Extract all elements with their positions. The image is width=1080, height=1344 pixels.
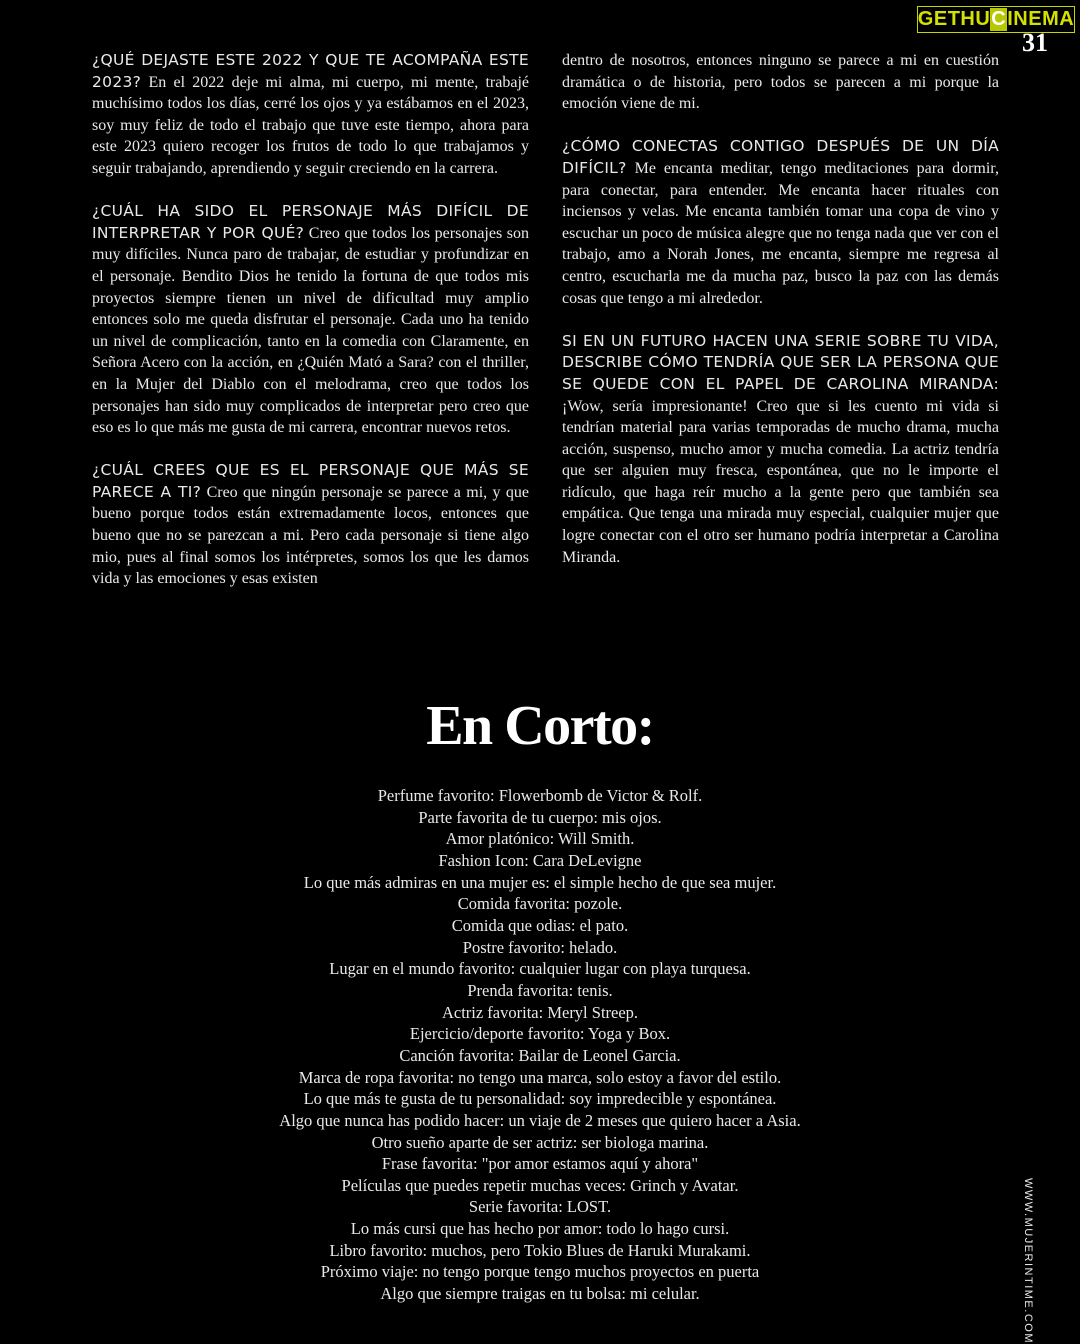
quick-fact: Libro favorito: muchos, pero Tokio Blues de Haruki Murakami. [329, 1240, 751, 1260]
interview-answer: dentro de nosotros, entonces ninguno se parece a mi en cuestión dramática o de historia, pero todos se parecen a mi porque la emoción viene de mi. [562, 52, 999, 113]
interview-answer: Creo que todos los personajes son muy difíciles. Nunca paro de trabajar, de estudiar y profundizar en el personaje. Bendito Dios he tenido la fortuna de que todos mis proyectos siempre tienen un nivel de dificultad muy amplio entonces solo me queda disfrutar el personaje. Cada uno ha tenido un nivel de complicación, tanto en la comedia con Claramente, en Señora Acero con la acción, en ¿Quién Mató a Sara? con el thriller, en la Mujer del Diablo con el melodrama, creo que todos los personajes han sido muy complicados de interpretar pero creo que eso es lo que más me gusta de mi carrera, encontrar nuevos retos. [92, 224, 529, 437]
watermark-part-1: GETHU [917, 8, 991, 30]
interview-question: SI EN UN FUTURO HACEN UNA SERIE SOBRE TU VIDA, DESCRIBE CÓMO TENDRÍA QUE SER LA PERSONA QUE SE QUEDE CON EL PAPEL DE CAROLINA MIRANDA: [562, 331, 999, 393]
section-heading: En Corto: [426, 695, 654, 757]
quick-facts-list [0, 785, 1080, 1305]
interview-question: ¿CUÁL HA SIDO EL PERSONAJE MÁS DIFÍCIL DE INTERPRETAR Y POR QUÉ? [92, 202, 529, 242]
quick-fact: Películas que puedes repetir muchas veces: Grinch y Avatar. [341, 1175, 739, 1195]
quick-fact: Algo que siempre traigas en tu bolsa: mi celular. [380, 1284, 700, 1304]
watermark-logo [917, 6, 1075, 33]
quick-fact: Lo que más te gusta de tu personalidad: soy impredecible y espontánea. [303, 1089, 777, 1109]
interview-paragraph [92, 50, 529, 180]
page-number: 31 [1022, 28, 1048, 57]
interview-answer: Me encanta meditar, tengo meditaciones para dormir, para conectar, para entender. Me encanta hacer rituales con inciensos y velas. Me encanta también tomar una copa de vino y escuchar un poco de música alegre que no tenga nada que ver con el trabajo, amo a Norah Jones, me encanta, siempre me regresa al centro, escucharla me da mucha paz, busco la paz con las demás cosas que tengo a mi alrededor. [562, 159, 999, 307]
website-url: WWW.MUJERINTIME.COM [1022, 1178, 1034, 1344]
quick-fact: Prenda favorita: tenis. [467, 980, 613, 1000]
quick-fact: Frase favorita: "por amor estamos aquí y ahora" [381, 1154, 699, 1174]
right-column [562, 50, 999, 590]
quick-fact: Ejercicio/deporte favorito: Yoga y Box. [409, 1024, 671, 1044]
interview-answer: En el 2022 deje mi alma, mi cuerpo, mi mente, trabajé muchísimo todos los días, cerré los ojos y ya estábamos en el 2023, soy muy feliz de todo el trabajo que tuve este tiempo, ahora para este 2023 quiero recoger los frutos de todo lo que trabajamos y seguir trabajando, aprendiendo y seguir creciendo en la carrera. [92, 73, 529, 177]
quick-fact: Lo que más admiras en una mujer es: el simple hecho de que sea mujer. [303, 872, 777, 892]
interview-answer: ¡Wow, sería impresionante! Creo que si les cuento mi vida si tendrían material para varias temporadas de mucho drama, mucha acción, suspenso, mucho amor y mucha comedia. La actriz tendría que ser alguien muy fresca, espontánea, que no le importe el ridículo, que haga reír mucho a la gente pero que también sea empática. Que tenga una mirada muy especial, cualquier mujer que logre conectar con el otro ser humano podría interpretar a Carolina Miranda. [562, 397, 999, 566]
left-column [92, 50, 529, 611]
quick-fact: Comida que odias: el pato. [451, 915, 629, 935]
quick-fact: Marca de ropa favorita: no tengo una marca, solo estoy a favor del estilo. [298, 1067, 782, 1087]
quick-fact: Serie favorita: LOST. [468, 1197, 612, 1217]
quick-fact: Perfume favorito: Flowerbomb de Victor & Rolf. [377, 786, 703, 805]
interview-question: ¿CUÁL CREES QUE ES EL PERSONAJE QUE MÁS SE PARECE A TI? [92, 461, 529, 501]
interview-paragraph [562, 331, 999, 569]
quick-fact: Algo que nunca has podido hacer: un viaje de 2 meses que quiero hacer a Asia. [279, 1110, 801, 1130]
quick-fact: Actriz favorita: Meryl Streep. [441, 1002, 639, 1022]
interview-paragraph [562, 50, 999, 115]
interview-paragraph [92, 201, 529, 439]
quick-fact: Amor platónico: Will Smith. [445, 829, 635, 849]
quick-fact: Comida favorita: pozole. [457, 894, 623, 914]
quick-fact: Postre favorito: helado. [462, 937, 618, 957]
quick-fact: Otro sueño aparte de ser actriz: ser biologa marina. [371, 1132, 709, 1152]
interview-paragraph [562, 136, 999, 309]
watermark-part-3: INEMA [1007, 8, 1075, 30]
quick-fact: Próximo viaje: no tengo porque tengo muchos proyectos en puerta [320, 1262, 760, 1282]
interview-question: ¿CÓMO CONECTAS CONTIGO DESPUÉS DE UN DÍA DIFÍCIL? [562, 137, 999, 177]
quick-fact: Parte favorita de tu cuerpo: mis ojos. [418, 807, 662, 827]
interview-answer: Creo que ningún personaje se parece a mi, y que bueno porque todos están extremadamente locos, entonces que bueno que no se parezcan a mi. Pero cada personaje si tiene algo mio, pues al final somos los intérpretes, somos los que les damos vida y las emociones y esas existen [92, 483, 529, 588]
interview-question: ¿QUÉ DEJASTE ESTE 2022 Y QUE TE ACOMPAÑA ESTE 2023? [92, 51, 529, 91]
interview-paragraph [92, 460, 529, 590]
quick-fact: Fashion Icon: Cara DeLevigne [438, 850, 642, 870]
quick-fact: Lo más cursi que has hecho por amor: todo lo hago cursi. [350, 1219, 730, 1239]
watermark-part-2: C [991, 8, 1007, 30]
quick-fact: Lugar en el mundo favorito: cualquier lugar con playa turquesa. [329, 959, 751, 979]
quick-fact: Canción favorita: Bailar de Leonel Garcia. [399, 1045, 681, 1065]
